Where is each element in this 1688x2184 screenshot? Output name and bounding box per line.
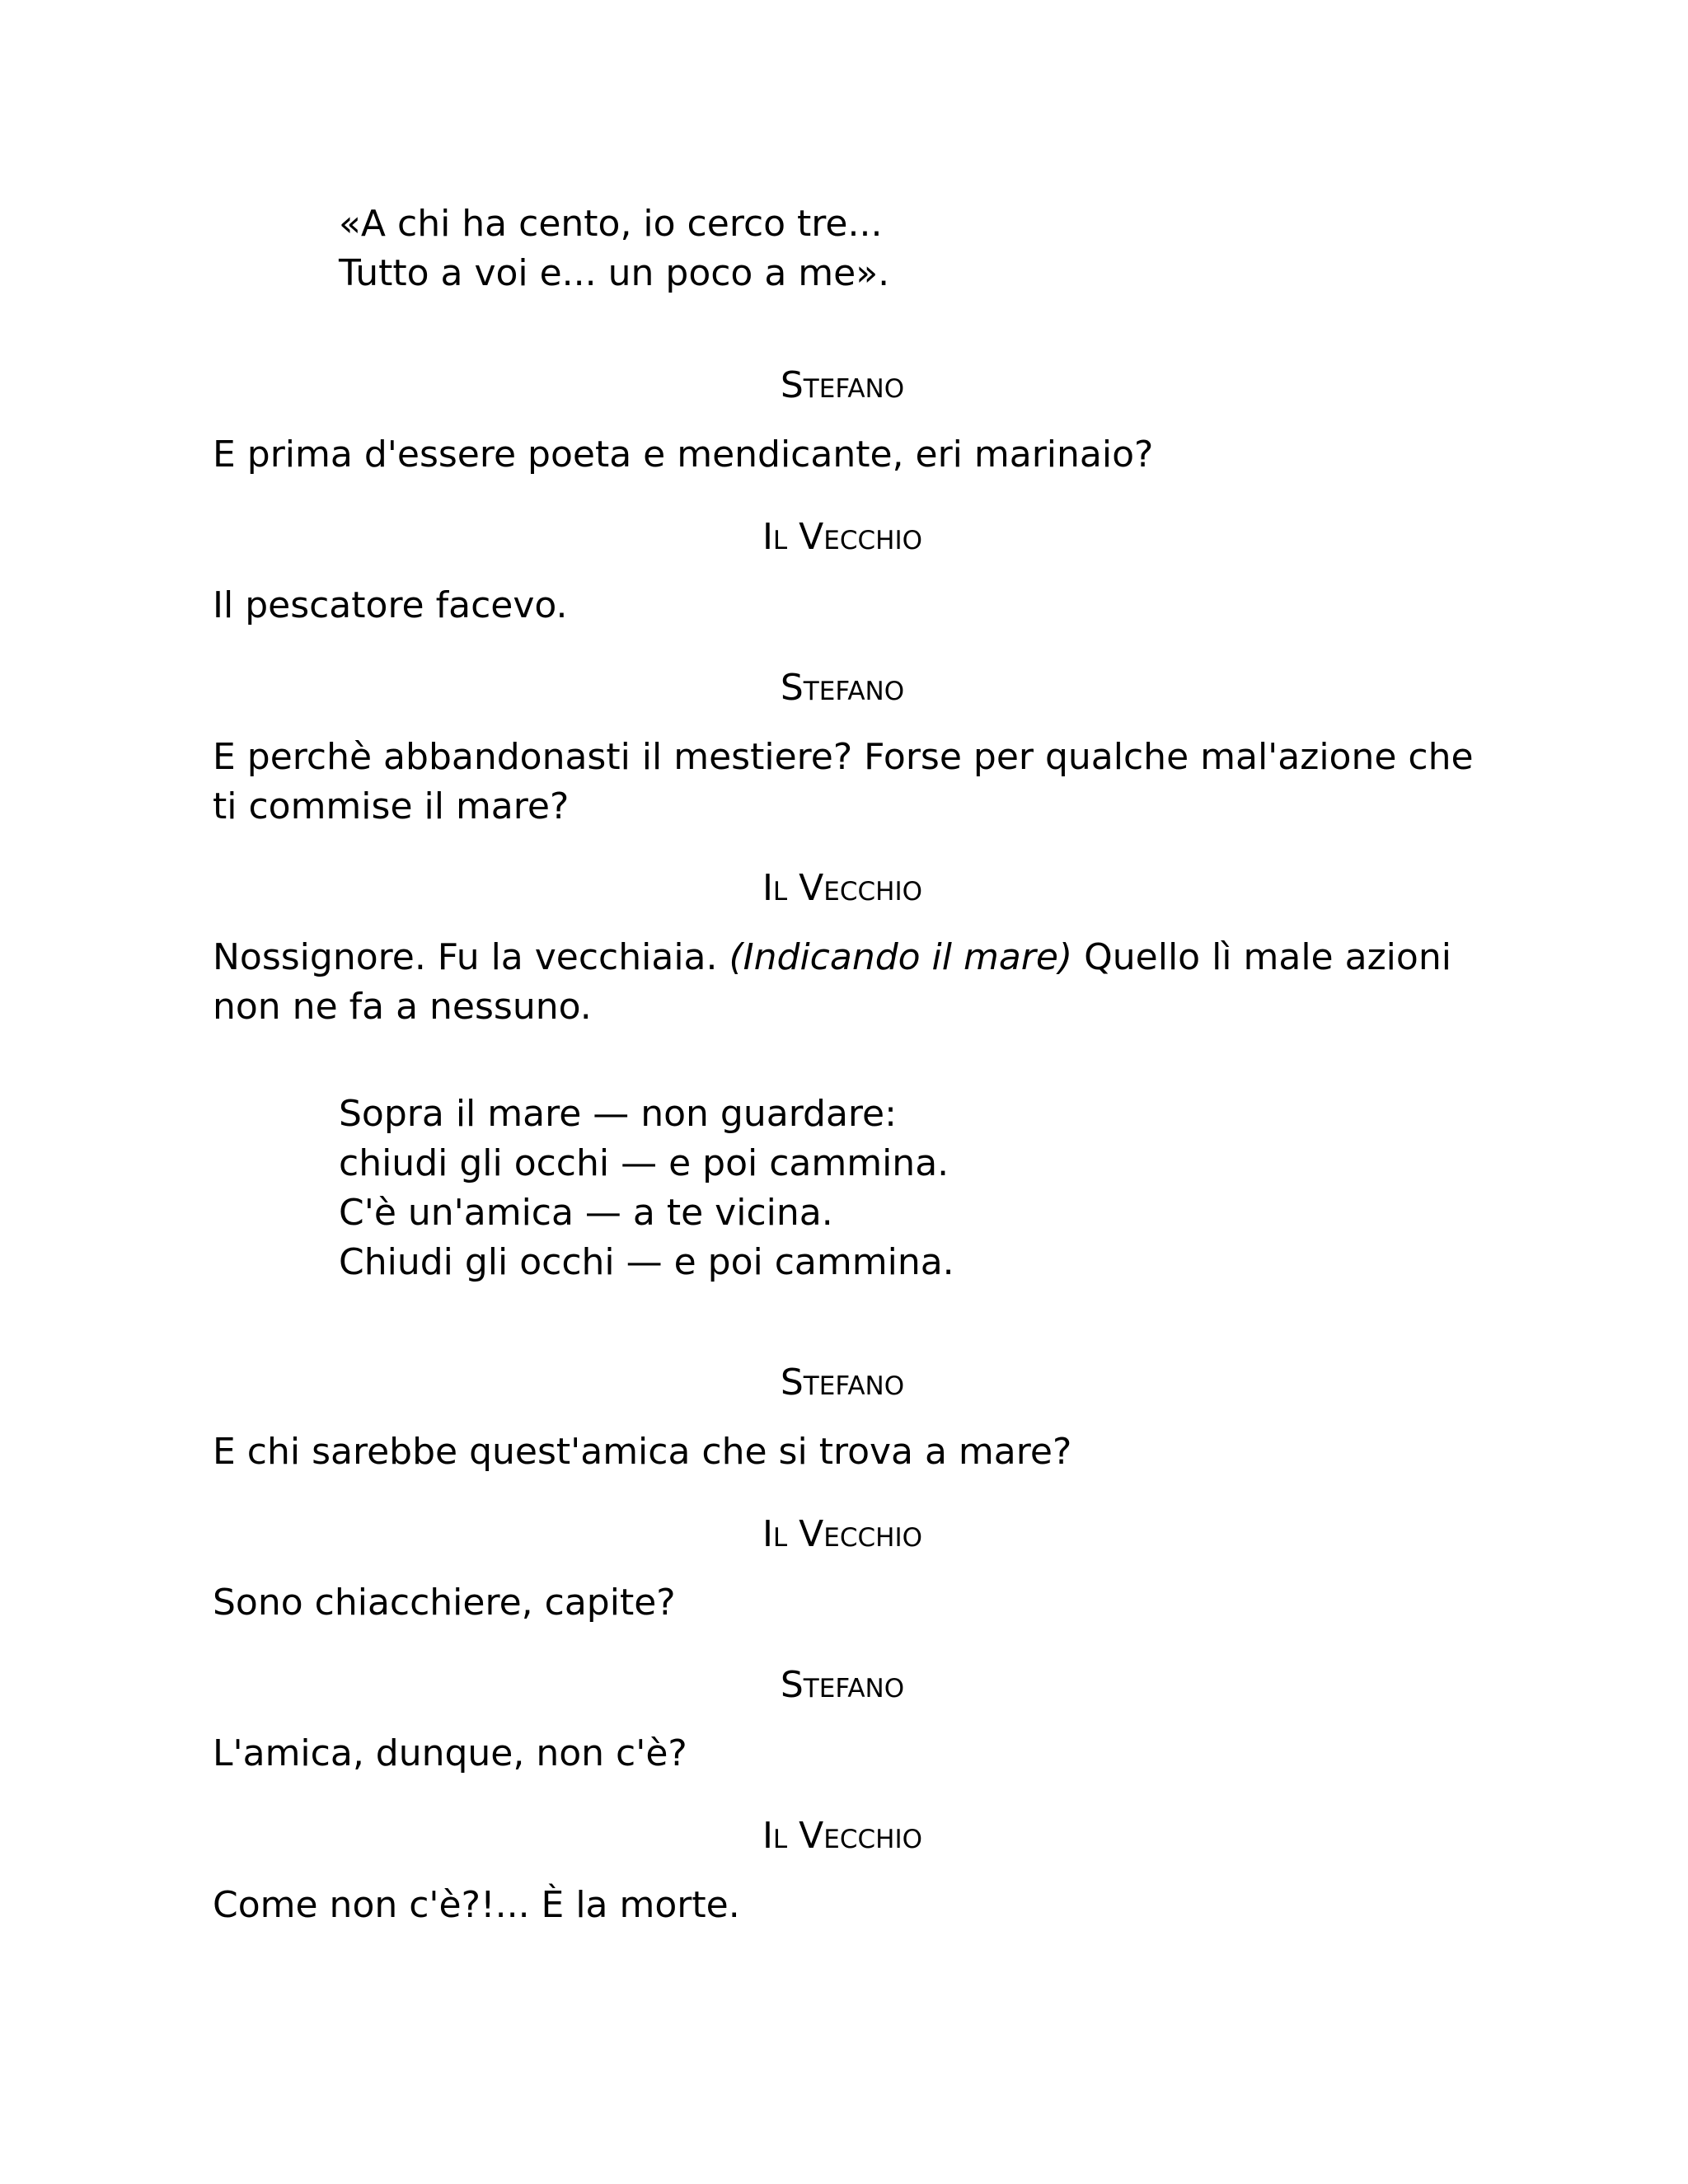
- speaker-name: Il Vecchio: [762, 1815, 923, 1857]
- speaker-name: Stefano: [780, 364, 905, 406]
- dialogue-line: E prima d'essere poeta e mendicante, eri marinaio?: [213, 434, 1154, 476]
- verse-line: Sopra il mare — non guardare:: [339, 1093, 897, 1135]
- speaker-name: Stefano: [780, 1361, 905, 1404]
- verse-line: C'è un'amica — a te vicina.: [339, 1192, 833, 1234]
- dialogue-line: E perchè abbandonasti il mestiere? Forse per qualche mal'azione che: [213, 736, 1474, 778]
- dialogue-line: E chi sarebbe quest'amica che si trova a mare?: [213, 1431, 1072, 1473]
- dialogue-line: Sono chiacchiere, capite?: [213, 1582, 676, 1624]
- dialogue-line: Come non c'è?!... È la morte.: [213, 1884, 740, 1926]
- speaker-name: Stefano: [780, 1664, 905, 1706]
- dialogue-line: Il pescatore facevo.: [213, 584, 568, 626]
- dialogue-line: ti commise il mare?: [213, 785, 570, 827]
- speaker-name: Stefano: [780, 667, 905, 709]
- verse-line: Chiudi gli occhi — e poi cammina.: [339, 1241, 954, 1283]
- speaker-name: Il Vecchio: [762, 867, 923, 909]
- dialogue-line: Nossignore. Fu la vecchiaia. (Indicando il mare) Quello lì male azioni: [213, 936, 1451, 978]
- dialogue-line: L'amica, dunque, non c'è?: [213, 1732, 687, 1774]
- speaker-name: Il Vecchio: [762, 516, 923, 558]
- dialogue-line: non ne fa a nessuno.: [213, 986, 592, 1028]
- verse-line: Tutto a voi e... un poco a me».: [339, 252, 890, 294]
- verse-line: «A chi ha cento, io cerco tre...: [339, 203, 883, 245]
- verse-line: chiudi gli occhi — e poi cammina.: [339, 1142, 950, 1184]
- speaker-name: Il Vecchio: [762, 1513, 923, 1555]
- stage-direction: (Indicando il mare): [729, 936, 1073, 978]
